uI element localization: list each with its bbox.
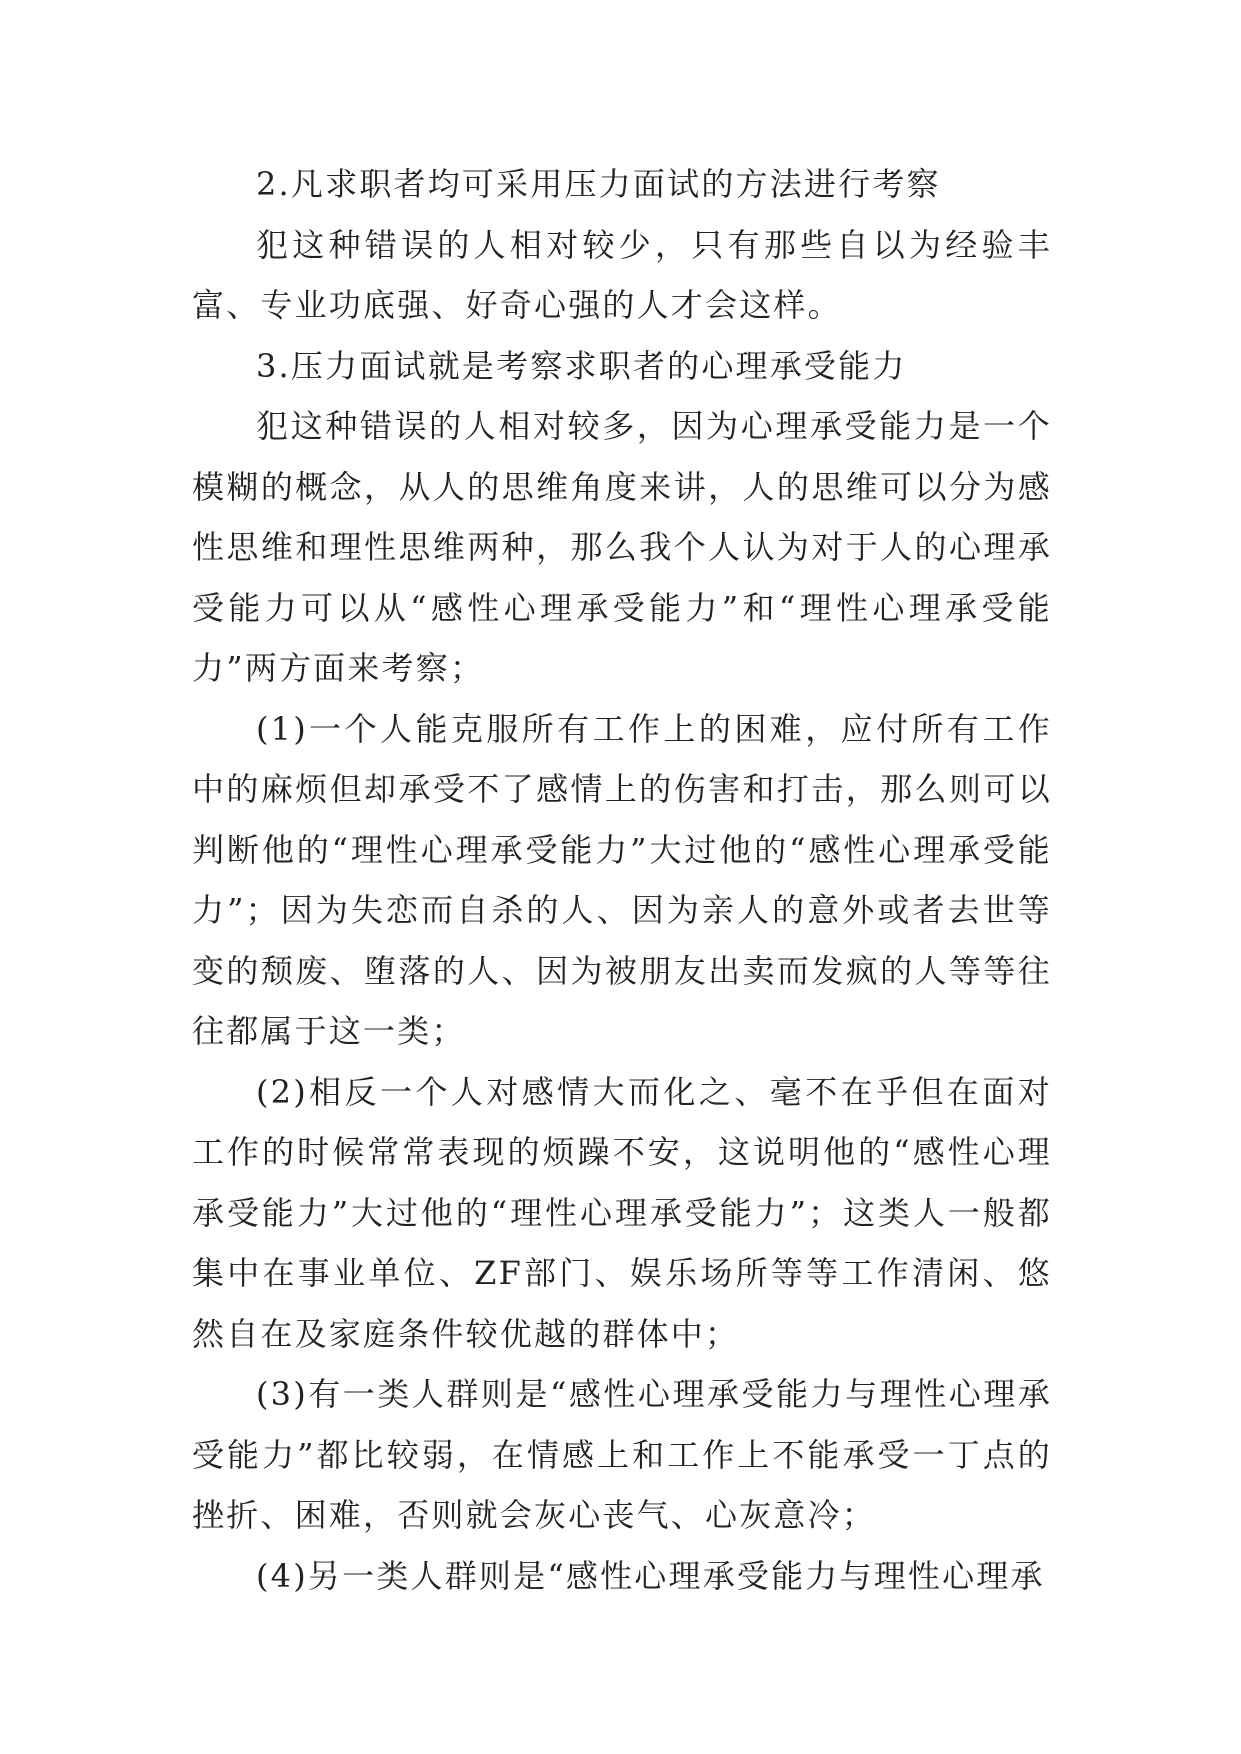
document-body <box>192 154 1052 1606</box>
list-item-4: (4)另一类人群则是“感性心理承受能力与理性心理承 <box>256 1556 1045 1595</box>
paragraph: 犯这种错误的人相对较少，只有那些自以为经验丰富、专业功底强、好奇心强的人才会这样。 <box>192 225 1052 324</box>
list-item-2: (2)相反一个人对感情大而化之、毫不在乎但在面对工作的时候常常表现的烦躁不安，这说明他的“感性心理承受能力”大过他的“理性心理承受能力”；这类人一般都集中在事业单位、ZF部门、娱乐场所等等工作清闲、悠然自在及家庭条件较优越的群体中； <box>192 1072 1052 1353</box>
list-item-3: (3)有一类人群则是“感性心理承受能力与理性心理承受能力”都比较弱，在情感上和工作上不能承受一丁点的挫折、困难，否则就会灰心丧气、心灰意冷； <box>192 1375 1052 1534</box>
section-heading-3: 3.压力面试就是考察求职者的心理承受能力 <box>256 346 907 385</box>
paragraph: 犯这种错误的人相对较多，因为心理承受能力是一个模糊的概念，从人的思维角度来讲，人的思维可以分为感性思维和理性思维两种，那么我个人认为对于人的心理承受能力可以从“感性心理承受能力”和“理性心理承受能力”两方面来考察； <box>192 407 1052 687</box>
section-heading-2: 2.凡求职者均可采用压力面试的方法进行考察 <box>256 165 941 203</box>
list-item-1: (1)一个人能克服所有工作上的困难，应付所有工作中的麻烦但却承受不了感情上的伤害和打击，那么则可以判断他的“理性心理承受能力”大过他的“感性心理承受能力”；因为失恋而自杀的人、因为亲人的意外或者去世等变的颓废、堕落的人、因为被朋友出卖而发疯的人等等往往都属于这一类； <box>192 709 1052 1050</box>
